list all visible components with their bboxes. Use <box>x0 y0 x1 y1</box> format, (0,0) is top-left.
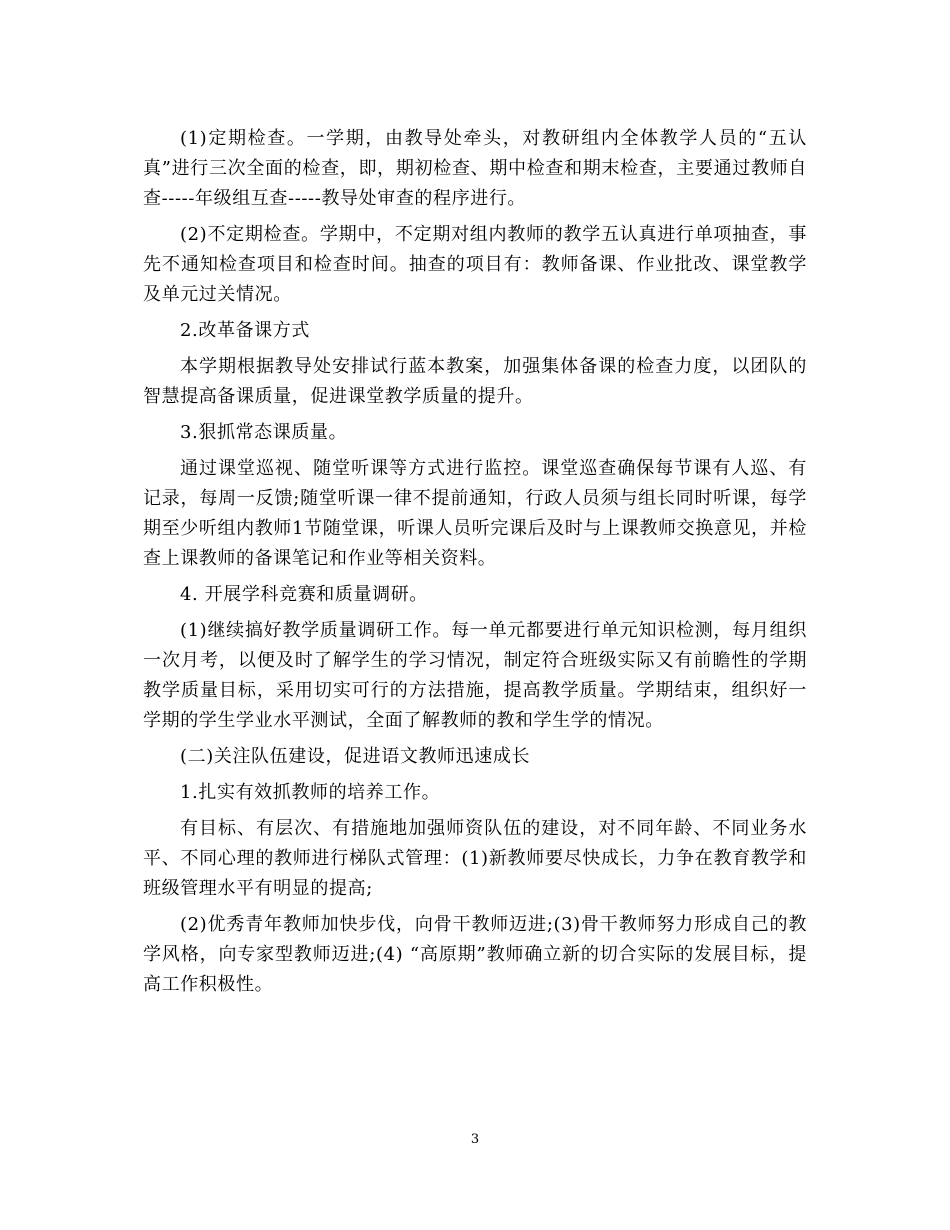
paragraph-regular-check: (1)定期检查。一学期，由教导处牵头，对教研组内全体教学人员的“五认真”进行三次全面的检查，即，期初检查、期中检查和期末检查，主要通过教师自查-----年级组互查-----教导处审查的程序进行。 <box>143 128 807 209</box>
heading-competition-research: 4. 开展学科竞赛和质量调研。 <box>180 584 428 605</box>
heading-regular-class-quality: 3.狠抓常态课质量。 <box>180 422 348 443</box>
paragraph-irregular-check: (2)不定期检查。学期中，不定期对组内教师的教学五认真进行单项抽查，事先不通知检查项目和检查时间。抽查的项目有：教师备课、作业批改、课堂教学及单元过关情况。 <box>143 224 807 305</box>
page-number: 3 <box>470 1132 480 1147</box>
paragraph-class-monitoring: 通过课堂巡视、随堂听课等方式进行监控。课堂巡查确保每节课有人巡、有记录，每周一反馈;随堂听课一律不提前通知，行政人员须与组长同时听课，每学期至少听组内教师1节随堂课，听课人员听完课后及时与上课教师交换意见，并检查上课教师的备课笔记和作业等相关资料。 <box>143 458 807 569</box>
document-body <box>143 124 807 1000</box>
heading-teacher-training: 1.扎实有效抓教师的培养工作。 <box>180 782 441 803</box>
paragraph-lesson-prep: 本学期根据教导处安排试行蓝本教案，加强集体备课的检查力度，以团队的智慧提高备课质量，促进课堂教学质量的提升。 <box>143 356 807 407</box>
paragraph-teacher-growth: (2)优秀青年教师加快步伐，向骨干教师迈进;(3)骨干教师努力形成自己的教学风格，向专家型教师迈进;(4) “高原期”教师确立新的切合实际的发展目标，提高工作积极性。 <box>143 914 807 995</box>
paragraph-quality-research: (1)继续搞好教学质量调研工作。每一单元都要进行单元知识检测，每月组织一次月考，以便及时了解学生的学习情况，制定符合班级实际又有前瞻性的学期教学质量目标，采用切实可行的方法措施，提高教学质量。学期结束，组织好一学期的学生学业水平测试，全面了解教师的教和学生学的情况。 <box>143 620 807 731</box>
heading-team-building: (二)关注队伍建设，促进语文教师迅速成长 <box>180 746 531 767</box>
heading-reform-lesson-prep: 2.改革备课方式 <box>180 320 310 341</box>
paragraph-teacher-management: 有目标、有层次、有措施地加强师资队伍的建设，对不同年龄、不同业务水平、不同心理的教师进行梯队式管理：(1)新教师要尽快成长，力争在教育教学和班级管理水平有明显的提高; <box>143 818 807 899</box>
